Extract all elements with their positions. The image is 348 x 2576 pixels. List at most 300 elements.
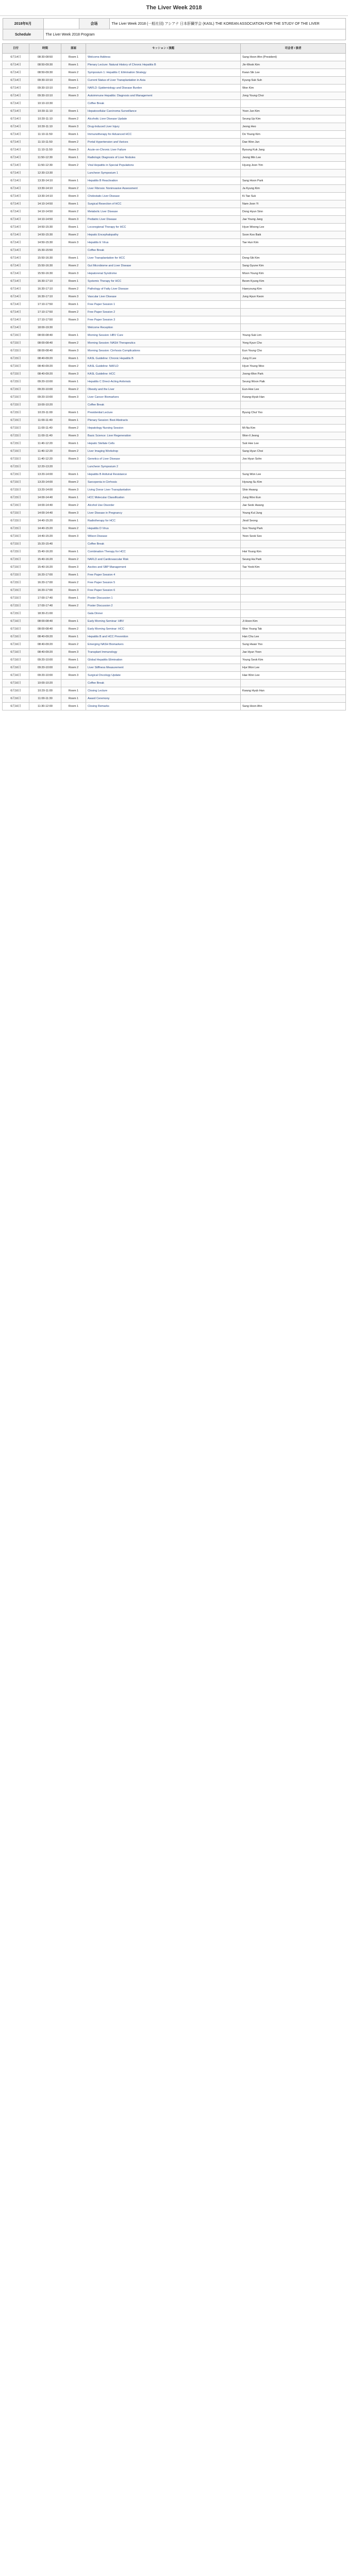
schedule-time: 14:50-15:30 — [29, 231, 61, 239]
schedule-body — [3, 54, 346, 710]
speaker-name: Won-Il Jeong — [241, 432, 346, 440]
schedule-time: 10:20-11:00 — [29, 687, 61, 695]
schedule-time: 10:10-10:30 — [29, 100, 61, 108]
table-row — [3, 517, 346, 525]
speaker-name: Ja Kyung Kim — [241, 185, 346, 193]
schedule-time: 14:00-14:40 — [29, 510, 61, 517]
session-title: Gut Microbiome and Liver Disease — [86, 262, 241, 270]
session-title: Welcome Reception — [86, 324, 241, 332]
speaker-name: Young Seok Kim — [241, 656, 346, 664]
session-title: Luncheon Symposium 1 — [86, 170, 241, 177]
speaker-name: Do Young Kim — [241, 131, 346, 139]
session-title: KASL Guideline: HCC — [86, 370, 241, 378]
schedule-room: Room 1 — [61, 255, 86, 262]
speaker-name: Dae Won Jun — [241, 139, 346, 146]
speaker-name: Sang Hoon Ahn — [241, 703, 346, 710]
session-title: Coffee Break — [86, 680, 241, 687]
table-row — [3, 409, 346, 417]
schedule-time: 09:20-10:00 — [29, 672, 61, 680]
session-title: Symposium 1: Hepatitis C Elimination Strategy — [86, 69, 241, 77]
schedule-room: Room 2 — [61, 185, 86, 193]
schedule-date: 6月16日 — [3, 656, 29, 664]
schedule-time: 14:10-14:50 — [29, 216, 61, 224]
schedule-time: 08:50-09:30 — [29, 69, 61, 77]
schedule-date: 6月15日 — [3, 602, 29, 610]
speaker-name: Joo Hyun Sohn — [241, 455, 346, 463]
speaker-name — [241, 579, 346, 587]
schedule-time: 16:30-17:10 — [29, 278, 61, 285]
speaker-name — [241, 571, 346, 579]
schedule-room: Room 2 — [61, 340, 86, 347]
table-row — [3, 61, 346, 69]
schedule-date: 6月14日 — [3, 231, 29, 239]
table-row — [3, 200, 346, 208]
speaker-name: Jae Seok Hwang — [241, 502, 346, 510]
column-header-date: 日付 — [3, 44, 29, 54]
table-row — [3, 425, 346, 432]
schedule-time: 08:40-09:20 — [29, 641, 61, 649]
session-title: Hepatic Encephalopathy — [86, 231, 241, 239]
schedule-date: 6月15日 — [3, 525, 29, 533]
schedule-date: 6月16日 — [3, 703, 29, 710]
schedule-time: 15:40-16:20 — [29, 564, 61, 571]
schedule-time: 10:30-11:10 — [29, 123, 61, 131]
session-title: Surgical Resection of HCC — [86, 200, 241, 208]
schedule-room: Room 2 — [61, 285, 86, 293]
schedule-room: Room 2 — [61, 641, 86, 649]
session-title: Free Paper Session 3 — [86, 316, 241, 324]
table-row — [3, 139, 346, 146]
session-title: Pediatric Liver Disease — [86, 216, 241, 224]
schedule-date: 6月15日 — [3, 540, 29, 548]
schedule-room: Room 3 — [61, 92, 86, 100]
table-row — [3, 123, 346, 131]
speaker-name: Yeon Seok Seo — [241, 533, 346, 540]
schedule-date: 6月16日 — [3, 633, 29, 641]
schedule-date: 6月14日 — [3, 131, 29, 139]
session-title: Early Morning Seminar: HCC — [86, 625, 241, 633]
schedule-table — [2, 43, 346, 710]
event-info-table — [3, 18, 346, 40]
speaker-name — [241, 540, 346, 548]
speaker-name — [241, 417, 346, 425]
schedule-date: 6月16日 — [3, 664, 29, 672]
speaker-name: Beom Kyung Kim — [241, 278, 346, 285]
schedule-time: 10:20-11:00 — [29, 409, 61, 417]
schedule-time: 10:30-11:10 — [29, 115, 61, 123]
schedule-time: 14:10-14:50 — [29, 208, 61, 216]
table-row — [3, 370, 346, 378]
schedule-time: 09:20-10:00 — [29, 656, 61, 664]
schedule-date: 6月14日 — [3, 170, 29, 177]
table-row — [3, 216, 346, 224]
speaker-name: Seung Ha Park — [241, 556, 346, 564]
session-title: Free Paper Session 5 — [86, 579, 241, 587]
schedule-time: 17:10-17:50 — [29, 301, 61, 309]
table-row — [3, 278, 346, 285]
speaker-name: Hyoung Su Kim — [241, 479, 346, 486]
schedule-time: 11:00-11:40 — [29, 425, 61, 432]
session-title: Current Status of Liver Transplantation in Asia — [86, 77, 241, 84]
table-row — [3, 695, 346, 703]
schedule-date: 6月16日 — [3, 618, 29, 625]
session-title: Closing Remarks — [86, 703, 241, 710]
schedule-date: 6月14日 — [3, 84, 29, 92]
schedule-date: 6月15日 — [3, 347, 29, 355]
speaker-name: Sung Won Lee — [241, 471, 346, 479]
schedule-date: 6月14日 — [3, 115, 29, 123]
schedule-date: 6月14日 — [3, 255, 29, 262]
session-title: Pathology of Fatty Liver Disease — [86, 285, 241, 293]
session-title: Combination Therapy for HCC — [86, 548, 241, 556]
schedule-time: 08:40-09:20 — [29, 355, 61, 363]
schedule-date: 6月14日 — [3, 177, 29, 185]
speaker-name: Ki Tae Suk — [241, 193, 346, 200]
speaker-name: Shin Hwang — [241, 486, 346, 494]
event-label: 会场 — [79, 19, 109, 29]
schedule-room: Room 1 — [61, 494, 86, 502]
session-title: Immunotherapy for Advanced HCC — [86, 131, 241, 139]
table-row — [3, 255, 346, 262]
schedule-time: 15:20-15:40 — [29, 540, 61, 548]
speaker-name: Han Chu Lee — [241, 633, 346, 641]
table-row — [3, 378, 346, 386]
session-title: Hepatology Nursing Session — [86, 425, 241, 432]
table-row — [3, 587, 346, 595]
schedule-time: 13:20-14:00 — [29, 486, 61, 494]
schedule-date: 6月15日 — [3, 564, 29, 571]
schedule-room — [61, 401, 86, 409]
schedule-room — [61, 463, 86, 471]
schedule-date: 6月15日 — [3, 510, 29, 517]
speaker-name: Joong-Won Park — [241, 370, 346, 378]
speaker-name: Jung Il Lee — [241, 355, 346, 363]
schedule-date: 6月15日 — [3, 401, 29, 409]
speaker-name: Hae Won Lee — [241, 672, 346, 680]
session-title: Hepatocellular Carcinoma Surveillance — [86, 108, 241, 115]
schedule-time: 14:10-14:50 — [29, 200, 61, 208]
speaker-name: Haeryoung Kim — [241, 285, 346, 293]
session-title: Metabolic Liver Disease — [86, 208, 241, 216]
session-title: Surgical Oncology Update — [86, 672, 241, 680]
schedule-date: 6月15日 — [3, 340, 29, 347]
table-row — [3, 672, 346, 680]
schedule-time: 13:30-14:10 — [29, 185, 61, 193]
schedule-room: Room 1 — [61, 633, 86, 641]
schedule-date: 6月15日 — [3, 479, 29, 486]
schedule-time: 08:00-08:40 — [29, 625, 61, 633]
table-row — [3, 347, 346, 355]
schedule-date: 6月14日 — [3, 262, 29, 270]
table-row — [3, 432, 346, 440]
schedule-time: 17:10-17:50 — [29, 316, 61, 324]
schedule-room: Room 2 — [61, 602, 86, 610]
schedule-time: 08:00-08:40 — [29, 618, 61, 625]
schedule-date: 6月16日 — [3, 672, 29, 680]
schedule-date: 6月15日 — [3, 579, 29, 587]
schedule-time: 11:40-12:20 — [29, 455, 61, 463]
speaker-name: Ji Hoon Kim — [241, 618, 346, 625]
session-title: Free Paper Session 6 — [86, 587, 241, 595]
table-row — [3, 224, 346, 231]
schedule-room: Room 1 — [61, 440, 86, 448]
schedule-time: 11:50-12:30 — [29, 162, 61, 170]
schedule-time: 12:20-13:20 — [29, 463, 61, 471]
speaker-name: Yoon Jun Kim — [241, 108, 346, 115]
speaker-name: Kwan Sik Lee — [241, 69, 346, 77]
schedule-room: Room 2 — [61, 425, 86, 432]
page-title: The Liver Week 2018 — [146, 5, 202, 11]
schedule-time: 16:20-17:00 — [29, 587, 61, 595]
session-title: Liver Cancer Biomarkers — [86, 394, 241, 401]
speaker-name — [241, 595, 346, 602]
table-row — [3, 239, 346, 247]
schedule-time: 14:40-15:20 — [29, 533, 61, 540]
schedule-time: 11:00-11:40 — [29, 432, 61, 440]
table-row — [3, 247, 346, 255]
table-row — [3, 471, 346, 479]
table-row — [3, 417, 346, 425]
session-title: Early Morning Seminar: HBV — [86, 618, 241, 625]
table-row — [3, 131, 346, 139]
table-row — [3, 309, 346, 316]
schedule-date: 6月15日 — [3, 355, 29, 363]
schedule-time: 09:30-10:10 — [29, 77, 61, 84]
session-title: Locoregional Therapy for HCC — [86, 224, 241, 231]
table-row — [3, 401, 346, 409]
schedule-time: 13:20-14:00 — [29, 479, 61, 486]
speaker-name: Hyun Young Woo — [241, 363, 346, 370]
table-row — [3, 656, 346, 664]
schedule-time: 08:40-09:20 — [29, 363, 61, 370]
session-title: Closing Lecture — [86, 687, 241, 695]
speaker-name: Kyung-Suk Suh — [241, 77, 346, 84]
speaker-name: Sang Gyune Kim — [241, 262, 346, 270]
schedule-time: 08:40-09:20 — [29, 370, 61, 378]
table-row — [3, 293, 346, 301]
speaker-name: Yong Kyun Cho — [241, 340, 346, 347]
schedule-time: 11:40-12:20 — [29, 448, 61, 455]
session-title: Coffee Break — [86, 401, 241, 409]
schedule-time: 15:50-16:30 — [29, 262, 61, 270]
schedule-date: 6月14日 — [3, 193, 29, 200]
table-row — [3, 502, 346, 510]
schedule-time: 15:40-16:20 — [29, 548, 61, 556]
speaker-name: Won Kim — [241, 84, 346, 92]
schedule-date: 6月14日 — [3, 146, 29, 154]
schedule-date: 6月15日 — [3, 332, 29, 340]
session-title: Coffee Break — [86, 100, 241, 108]
schedule-time: 17:00-17:40 — [29, 602, 61, 610]
session-title: Free Paper Session 2 — [86, 309, 241, 316]
table-row — [3, 170, 346, 177]
schedule-time: 14:40-15:20 — [29, 517, 61, 525]
table-row — [3, 486, 346, 494]
schedule-date: 6月15日 — [3, 417, 29, 425]
session-title: Hepatitis C Direct-Acting Antivirals — [86, 378, 241, 386]
session-title: Coffee Break — [86, 247, 241, 255]
schedule-date: 6月14日 — [3, 154, 29, 162]
schedule-time: 15:30-15:50 — [29, 247, 61, 255]
schedule-room: Room 1 — [61, 131, 86, 139]
table-row — [3, 340, 346, 347]
speaker-name: Byoung Kuk Jang — [241, 146, 346, 154]
speaker-name: Jeong Min Lee — [241, 154, 346, 162]
table-row — [3, 525, 346, 533]
table-row — [3, 301, 346, 309]
schedule-room: Room 1 — [61, 61, 86, 69]
schedule-time: 11:40-12:20 — [29, 440, 61, 448]
schedule-time: 14:40-15:20 — [29, 525, 61, 533]
speaker-name — [241, 324, 346, 332]
table-row — [3, 185, 346, 193]
session-title: Coffee Break — [86, 540, 241, 548]
schedule-time: 18:30-21:00 — [29, 610, 61, 618]
speaker-name — [241, 170, 346, 177]
schedule-date: 6月15日 — [3, 517, 29, 525]
speaker-name: Sang Hyun Choi — [241, 448, 346, 455]
schedule-time: 11:10-11:50 — [29, 146, 61, 154]
table-row — [3, 146, 346, 154]
speaker-name — [241, 463, 346, 471]
schedule-time: 10:00-10:20 — [29, 401, 61, 409]
schedule-room: Room 1 — [61, 703, 86, 710]
session-title: Sarcopenia in Cirrhosis — [86, 479, 241, 486]
table-row — [3, 162, 346, 170]
schedule-room: Room 1 — [61, 687, 86, 695]
table-row — [3, 54, 346, 61]
schedule-time: 13:30-14:10 — [29, 177, 61, 185]
speaker-name: Hyun Woong Lee — [241, 224, 346, 231]
schedule-date: 6月14日 — [3, 54, 29, 61]
schedule-time: 13:20-14:00 — [29, 471, 61, 479]
table-row — [3, 69, 346, 77]
schedule-room: Room 1 — [61, 409, 86, 417]
session-title: Plenary Lecture: Natural History of Chronic Hepatitis B — [86, 61, 241, 69]
schedule-room — [61, 247, 86, 255]
schedule-room: Room 2 — [61, 69, 86, 77]
table-row — [3, 610, 346, 618]
speaker-name: Sang Hoon Ahn (President) — [241, 54, 346, 61]
column-header-room: 部屋 — [61, 44, 86, 54]
table-row — [3, 394, 346, 401]
session-title: Morning Session: HBV Cure — [86, 332, 241, 340]
session-title: Liver Transplantation for HCC — [86, 255, 241, 262]
speaker-name: Mi Na Kim — [241, 425, 346, 432]
table-row — [3, 564, 346, 571]
speaker-name: Sang Hoon Park — [241, 177, 346, 185]
schedule-time: 11:50-12:30 — [29, 154, 61, 162]
schedule-date: 6月14日 — [3, 162, 29, 170]
schedule-room: Room 2 — [61, 579, 86, 587]
schedule-room: Room 2 — [61, 625, 86, 633]
schedule-time: 08:00-08:40 — [29, 340, 61, 347]
schedule-room: Room 3 — [61, 216, 86, 224]
speaker-name: Eun Young Cho — [241, 347, 346, 355]
schedule-room: Room 1 — [61, 224, 86, 231]
speaker-name: Jung Woo Eun — [241, 494, 346, 502]
speaker-name: Dong Hyun Sinn — [241, 208, 346, 216]
schedule-header-row — [3, 44, 346, 54]
schedule-room: Room 3 — [61, 533, 86, 540]
table-row — [3, 633, 346, 641]
schedule-time: 13:30-14:10 — [29, 193, 61, 200]
schedule-time: 10:00-10:20 — [29, 680, 61, 687]
schedule-date: 6月15日 — [3, 370, 29, 378]
speaker-name: Sung Hwan Yoo — [241, 641, 346, 649]
schedule-date: 6月14日 — [3, 239, 29, 247]
speaker-name: Dong-Sik Kim — [241, 255, 346, 262]
session-title: Gala Dinner — [86, 610, 241, 618]
schedule-room: Room 2 — [61, 502, 86, 510]
schedule-room: Room 3 — [61, 316, 86, 324]
schedule-value: The Liver Week 2018 Program — [43, 29, 345, 40]
speaker-name — [241, 301, 346, 309]
schedule-date: 6月15日 — [3, 394, 29, 401]
schedule-time: 10:30-11:10 — [29, 108, 61, 115]
schedule-time: 08:00-08:40 — [29, 332, 61, 340]
schedule-room: Room 3 — [61, 239, 86, 247]
session-title: NAFLD and Cardiovascular Risk — [86, 556, 241, 564]
schedule-date: 6月15日 — [3, 595, 29, 602]
schedule-room: Room 2 — [61, 162, 86, 170]
speaker-name — [241, 587, 346, 595]
table-row — [3, 463, 346, 471]
table-row — [3, 602, 346, 610]
schedule-room: Room 2 — [61, 139, 86, 146]
session-title: Morning Session: NASH Therapeutics — [86, 340, 241, 347]
session-title: Genetics of Liver Disease — [86, 455, 241, 463]
session-title: Luncheon Symposium 2 — [86, 463, 241, 471]
table-row — [3, 579, 346, 587]
schedule-label: Schedule — [3, 29, 43, 40]
schedule-room: Room 2 — [61, 208, 86, 216]
schedule-time: 18:00-19:30 — [29, 324, 61, 332]
schedule-room: Room 1 — [61, 417, 86, 425]
schedule-room: Room 1 — [61, 595, 86, 602]
schedule-date: 6月14日 — [3, 108, 29, 115]
schedule-room: Room 1 — [61, 200, 86, 208]
schedule-room: Room 1 — [61, 355, 86, 363]
column-header-session: セッション / 演題 — [86, 44, 241, 54]
session-title: Viral Hepatitis in Special Populations — [86, 162, 241, 170]
schedule-date: 6月15日 — [3, 425, 29, 432]
table-row — [3, 285, 346, 293]
schedule-room: Room 3 — [61, 649, 86, 656]
schedule-date: 6月14日 — [3, 100, 29, 108]
speaker-name — [241, 247, 346, 255]
speaker-name — [241, 695, 346, 703]
speaker-name: Suk Hee Lee — [241, 440, 346, 448]
schedule-room: Room 1 — [61, 108, 86, 115]
speaker-name: Tae Hun Kim — [241, 239, 346, 247]
schedule-time: 12:30-13:30 — [29, 170, 61, 177]
schedule-date: 6月15日 — [3, 455, 29, 463]
schedule-date: 6月15日 — [3, 548, 29, 556]
date-label: 2018年6月 — [3, 19, 43, 29]
session-title: KASL Guideline: NAFLD — [86, 363, 241, 370]
schedule-time: 14:50-15:30 — [29, 224, 61, 231]
schedule-room: Room 1 — [61, 301, 86, 309]
schedule-room: Room 2 — [61, 309, 86, 316]
schedule-date: 6月14日 — [3, 123, 29, 131]
schedule-room: Room 3 — [61, 293, 86, 301]
table-row — [3, 680, 346, 687]
schedule-time: 15:50-16:30 — [29, 270, 61, 278]
speaker-name: Hyung Joon Yim — [241, 162, 346, 170]
session-title: Poster Discussion 2 — [86, 602, 241, 610]
session-title: Liver Disease in Pregnancy — [86, 510, 241, 517]
